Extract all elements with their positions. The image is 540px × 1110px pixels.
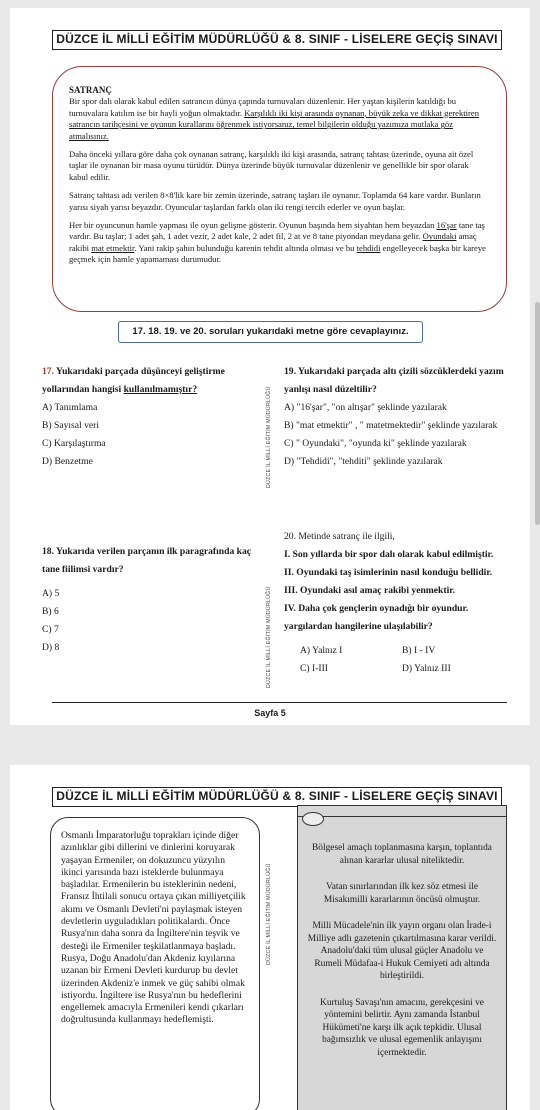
- side-watermark: DÜZCE İL MİLLİ EĞİTİM MÜDÜRLÜĞÜ: [266, 586, 272, 688]
- passage-box: [52, 66, 507, 312]
- option-d[interactable]: D) Yalnız III: [402, 663, 451, 674]
- statement-2: II. Oyundaki taş isimlerinin nasıl konduğu bellidir.: [284, 567, 493, 578]
- passage-paragraph-4: Her bir oyuncunun hamle yapması ile oyun gelişme gösterir. Oyunun başında hem siyahtan hem beyazdan 16'şar tane taş vardır. Bu taşlar; 1 adet şah, 1 adet vezir, 2 adet kale, 2 adet fil, 2 at ve 8 tane piyondan meydana gelir. Oyundaki amaç rakibi mat etmektir. Yani rakip şahın bulunduğu karenin tehdit altında olması ve bu tehdidi engelleyecek başka bir kareye geçmek için hamle yapamaması durumudur.: [69, 220, 486, 265]
- statement-4: IV. Daha çok gençlerin oynadığı bir oyundur.: [284, 603, 469, 614]
- page-number: Sayfa 5: [254, 708, 286, 718]
- option-b[interactable]: B) I - IV: [402, 645, 436, 656]
- passage-paragraph-2: Daha önceki yıllara göre daha çok oynanan satranç, karşılıklı iki kişi arasında, satranç tahtası üzerinde, oyuna ait özel taşlar ile oynanan bir masa oyunu türüdür. Dünya üzerinde büyük turnuvalar düzenlenir ve genellikle bir spor olarak kabul edilir.: [69, 149, 474, 182]
- scroll-card: [297, 805, 507, 1110]
- scroll-item-4: Kurtuluş Savaşı'nın amacını, gerekçesini ve yöntemini belirtir. Aynı zamanda İstanbul Hükümeti'ne karşı ilk açık tepkidir. Ulusal bağımsızlık ve ulusal egemenlik anlayışını içermektedir.: [320, 997, 484, 1058]
- option-a[interactable]: A) "16'şar", "on altışar" şeklinde yazılarak: [284, 402, 447, 413]
- exam-page-5: [10, 8, 530, 725]
- option-b[interactable]: B) "mat etmektir" , " matetmektedir" şeklinde yazılarak: [284, 420, 498, 431]
- question-20: [284, 528, 504, 678]
- exam-page-6: [10, 765, 530, 1110]
- question-20-intro: 20. Metinde satranç ile ilgili,: [284, 531, 395, 542]
- scroll-top-edge: [298, 816, 506, 817]
- history-passage-box: Osmanlı İmparatorluğu toprakları içinde diğer azınlıklar gibi dillerini ve dinlerini koruyarak yaşayan Ermeniler, on dokuzuncu yüzyılın ikinci yarısında bazı isteklerde bulunmaya başladılar. Ermenilerin bu isteklerinin nedeni, Fransız İhtilali sonucu ortaya çıkan milliyetçilik akımı ve Osmanlı Devleti'ni paylaşmak isteyen devletlerin uyguladıkları politikalardı. Önce Rusya'nın daha sonra da İngiltere'nin teşvik ve desteği ile Ermeniler teşkilatlanmaya başladı. Rusya, Doğu Anadolu'dan Akdeniz kıyılarına uzanan bir Ermeni Devleti kurdurup bu devlet üzerinden Akdeniz'e inmek ve güç sahibi olmak istiyordu. İngiltere ise Rusya'nın bu hedeflerini engellemek amacıyla Ermenileri kendi çıkarları doğrultusunda kullanmayı hedeflemişti.: [50, 817, 260, 1110]
- option-a[interactable]: A) 5: [42, 588, 60, 599]
- statement-3: III. Oyundaki asıl amaç rakibi yenmektir.: [284, 585, 456, 596]
- option-d[interactable]: D) "Tehdidi", "tehditi" şeklinde yazılarak: [284, 456, 443, 467]
- option-a[interactable]: A) Yalnız I: [300, 645, 343, 656]
- scrollbar-thumb[interactable]: [535, 302, 540, 525]
- question-20-prompt: yargılardan hangilerine ulaşılabilir?: [284, 621, 433, 632]
- option-d[interactable]: D) Benzetme: [42, 456, 93, 467]
- question-19: 19. Yukarıdaki parçada altı çizili sözcüklerdeki yazım yanlışı nasıl düzeltilir? A) "16'şar", "on altışar" şeklinde yazılarak B) "mat etmektir" , " matetmektedir" şeklinde yazılarak C) " Oyundaki", "oyunda ki" şeklinde yazılarak D) "Tehdidi", "tehditi" şeklinde yazılarak: [284, 363, 504, 471]
- side-watermark: DÜZCE İL MİLLİ EĞİTİM MÜDÜRLÜĞÜ: [266, 863, 272, 965]
- option-c[interactable]: C) I-III: [300, 663, 328, 674]
- passage-paragraph-1: Bir spor dalı olarak kabul edilen satrancın dünya çapında turnuvaları düzenlenir. Her yaştan kişilerin katıldığı bu turnuvalara katılım ise bir hayli yoğun olmaktadır. Karşılıklı iki kişi arasında oynanan, büyük zeka ve dikkat gerektiren satrancın tarihçesini ve oyunun kurallarını öğrenmek istiyorsanız, temel bilgilerin olduğu yazımıza mutlaka göz atmalısınız.: [69, 96, 480, 141]
- questions-instruction: 17. 18. 19. ve 20. soruları yukarıdaki metne göre cevaplayınız.: [118, 321, 423, 343]
- footer-divider: [52, 702, 507, 703]
- option-a[interactable]: A) Tanımlama: [42, 402, 98, 413]
- option-c[interactable]: C) " Oyundaki", "oyunda ki" şeklinde yazılarak: [284, 438, 467, 449]
- exam-header: DÜZCE İL MİLLİ EĞİTİM MÜDÜRLÜĞÜ & 8. SINIF - LİSELERE GEÇİŞ SINAVI: [52, 30, 502, 50]
- scroll-item-2: Vatan sınırlarından ilk kez söz etmesi ile Misakımilli kararlarının öncüsü olmuştur.: [323, 882, 481, 905]
- option-c[interactable]: C) Karşılaştırma: [42, 438, 106, 449]
- side-watermark: DÜZCE İL MİLLİ EĞİTİM MÜDÜRLÜĞÜ: [266, 386, 272, 488]
- question-17: 17. Yukarıdaki parçada düşünceyi geliştirme yollarından hangisi kullanılmamıştır? A) Tanımlama B) Sayısal veri C) Karşılaştırma D) Benzetme: [42, 363, 257, 471]
- option-b[interactable]: B) Sayısal veri: [42, 420, 100, 431]
- passage-paragraph-3: Satranç tahtası adı verilen 8×8'lik kare bir zemin üzerinde, satranç taşları ile oynanır. Toplamda 64 kare vardır. Bunların yarısı siyah yarısı beyazdır. Oyuncular taşlardan farklı olan iki rengi tercih ederler ve oyun başlar.: [69, 190, 481, 212]
- option-d[interactable]: D) 8: [42, 642, 60, 653]
- scroll-item-1: Bölgesel amaçlı toplanmasına karşın, toplantıda alınan kararlar ulusal niteliktedir.: [312, 843, 492, 866]
- option-c[interactable]: C) 7: [42, 624, 59, 635]
- option-b[interactable]: B) 6: [42, 606, 59, 617]
- question-18: 18. Yukarıda verilen parçanın ilk paragrafında kaç tane fiilimsi vardır? A) 5 B) 6 C) 7 D) 8: [42, 543, 257, 657]
- passage-title: SATRANÇ: [69, 85, 112, 95]
- scroll-curl-icon: [302, 812, 324, 826]
- statement-1: I. Son yıllarda bir spor dalı olarak kabul edilmiştir.: [284, 549, 494, 560]
- scroll-item-3: Milli Mücadele'nin ilk yayın organı olan İrade-i Milliye adlı gazetenin çıkartılmasına karar verildi. Anadolu'daki tüm ulusal güçler Anadolu ve Rumeli Müdafaa-i Hukuk Cemiyeti adı altında birleştirildi.: [307, 921, 497, 981]
- exam-header: DÜZCE İL MİLLİ EĞİTİM MÜDÜRLÜĞÜ & 8. SINIF - LİSELERE GEÇİŞ SINAVI: [52, 787, 502, 807]
